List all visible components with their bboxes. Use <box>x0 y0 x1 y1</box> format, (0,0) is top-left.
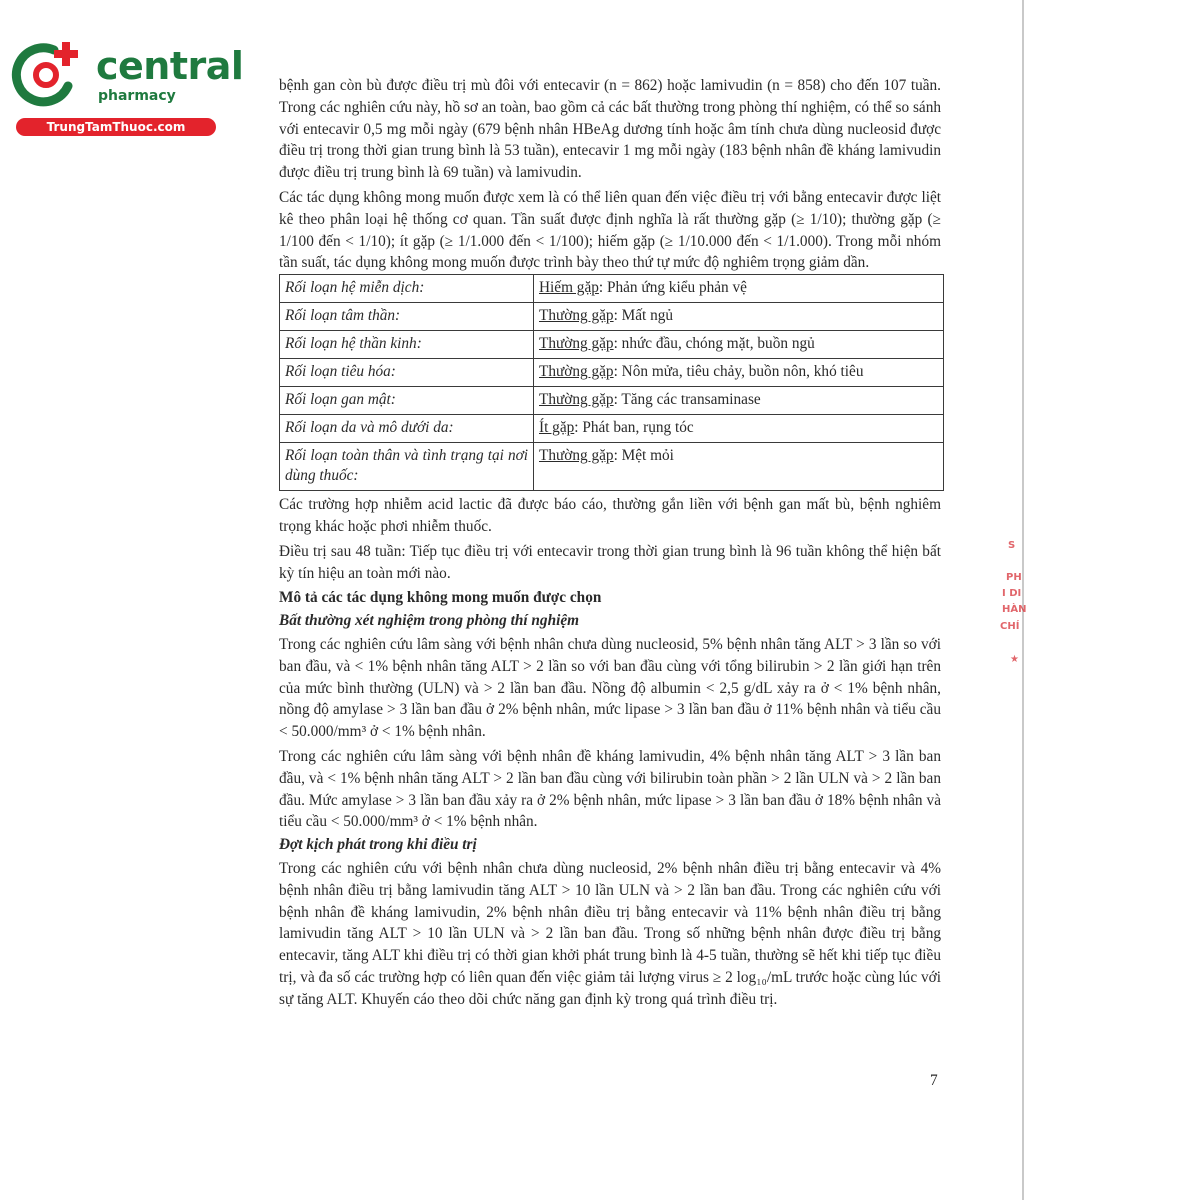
organ-class-cell: Rối loạn hệ thần kinh: <box>280 331 534 359</box>
effect-cell <box>534 275 944 303</box>
table-row <box>280 415 944 443</box>
page-number: 7 <box>930 1072 938 1089</box>
logo-name: central <box>96 44 244 88</box>
table-row <box>280 275 944 303</box>
pharmacy-logo-icon <box>10 38 88 108</box>
effect-cell <box>534 303 944 331</box>
frequency-label: Thường gặp <box>539 447 614 465</box>
effect-text: : Tăng các transaminase <box>613 391 761 409</box>
stamp-text: PH <box>1006 572 1022 583</box>
effect-cell <box>534 331 944 359</box>
section-heading: Mô tả các tác dụng không mong muốn được chọn <box>279 589 602 607</box>
frequency-label: Hiếm gặp <box>539 279 599 297</box>
table-row <box>280 443 944 491</box>
stamp-text: CHÍ <box>1000 621 1020 632</box>
table-row <box>280 387 944 415</box>
table-row <box>280 303 944 331</box>
frequency-label: Thường gặp <box>539 335 614 353</box>
paragraph: Các tác dụng không mong muốn được xem là có thể liên quan đến việc điều trị với bằng entecavir được liệt kê theo phân loại hệ thống cơ quan. Tần suất được định nghĩa là rất thường gặp (≥ 1/10); thường gặp (≥ 1/100 đến < 1/10); ít gặp (≥ 1/1.000 đến < 1/100); hiếm gặp (≥ 1/10.000 đến < 1/1.000). Trong mỗi nhóm tần suất, tác dụng không mong muốn được trình bày theo thứ tự mức độ nghiêm trọng giảm dần. <box>279 188 941 272</box>
red-stamp-fragment <box>998 528 1027 678</box>
stamp-text: HÀN <box>1002 604 1027 615</box>
paragraph: Các trường hợp nhiễm acid lactic đã được báo cáo, thường gắn liền với bệnh gan mất bù, bệnh nghiêm trọng khác hoặc phơi nhiễm thuốc. <box>279 496 941 535</box>
effect-text: : nhức đầu, chóng mặt, buồn ngủ <box>613 335 815 353</box>
effect-text: : Phản ứng kiểu phản vệ <box>598 279 747 297</box>
effect-text: : Nôn mửa, tiêu chảy, buồn nôn, khó tiêu <box>613 363 864 381</box>
effect-cell <box>534 387 944 415</box>
stamp-text: S <box>1008 540 1016 551</box>
adverse-effects-table <box>279 274 944 491</box>
paragraph: Trong các nghiên cứu lâm sàng với bệnh nhân đề kháng lamivudin, 4% bệnh nhân tăng ALT > 3 lần ban đầu, và < 1% bệnh nhân tăng ALT > 2 lần ban đầu cùng với bilirubin toàn phần > 2 lần ULN và > 2 lần ban đầu. Mức amylase > 3 lần ban đầu xảy ra ở 2% bệnh nhân, mức lipase > 3 lần ban đầu ở 18% bệnh nhân và tiểu cầu < 50.000/mm³ ở < 1% bệnh nhân. <box>279 747 941 831</box>
document-body <box>279 75 941 1011</box>
stamp-text: I DI <box>1002 588 1022 599</box>
effect-text: : Phát ban, rụng tóc <box>574 419 694 437</box>
frequency-label: Thường gặp <box>539 307 614 325</box>
effect-cell <box>534 443 944 491</box>
paragraph: Trong các nghiên cứu với bệnh nhân chưa dùng nucleosid, 2% bệnh nhân điều trị bằng entecavir và 4% bệnh nhân điều trị bằng lamivudin tăng ALT > 10 lần ULN và > 2 lần ban đầu. Trong các nghiên cứu với bệnh nhân đề kháng lamivudin, 2% bệnh nhân điều trị bằng entecavir và 11% bệnh nhân điều trị bằng lamivudin tăng ALT > 10 lần ULN và > 2 lần ban đầu. Trong số những bệnh nhân được điều trị bằng entecavir, tăng ALT khi điều trị có thời gian khởi phát trung bình là 4-5 tuần, thường sẽ hết khi tiếp tục điều trị, và đa số các trường hợp có liên quan đến việc giảm tải lượng virus ≥ 2 log₁₀/mL trước hoặc cùng lúc với sự tăng ALT. Khuyến cáo theo dõi chức năng gan định kỳ trong quá trình điều trị. <box>279 859 941 1008</box>
stamp-text: ★ <box>1010 654 1019 665</box>
table-row <box>280 331 944 359</box>
logo-subtitle: pharmacy <box>98 88 176 104</box>
organ-class-cell: Rối loạn gan mật: <box>280 387 534 415</box>
organ-class-cell: Rối loạn tâm thần: <box>280 303 534 331</box>
effect-text: : Mất ngủ <box>613 307 674 325</box>
effect-cell <box>534 415 944 443</box>
organ-class-cell: Rối loạn da và mô dưới da: <box>280 415 534 443</box>
organ-class-cell: Rối loạn hệ miễn dịch: <box>280 275 534 303</box>
organ-class-cell: Rối loạn tiêu hóa: <box>280 359 534 387</box>
frequency-label: Thường gặp <box>539 363 614 381</box>
subsection-heading: Đợt kịch phát trong khi điều trị <box>279 836 477 854</box>
effect-text: : Mệt mỏi <box>613 447 674 465</box>
logo-url-banner: TrungTamThuoc.com <box>16 118 216 136</box>
subsection-heading: Bất thường xét nghiệm trong phòng thí nghiệm <box>279 612 580 630</box>
frequency-label: Ít gặp <box>539 419 575 437</box>
central-pharmacy-logo <box>10 36 244 136</box>
paragraph: Điều trị sau 48 tuần: Tiếp tục điều trị với entecavir trong thời gian trung bình là 96 tuần không thể hiện bất kỳ tín hiệu an toàn mới nào. <box>279 542 941 582</box>
paragraph: Trong các nghiên cứu lâm sàng với bệnh nhân chưa dùng nucleosid, 5% bệnh nhân tăng ALT > 3 lần so với ban đầu, và < 1% bệnh nhân tăng ALT > 2 lần so với ban đầu cùng với tổng bilirubin > 2 lần giới hạn trên của mức bình thường (ULN) và > 2 lần ban đầu. Nồng độ albumin < 2,5 g/dL xảy ra ở < 1% bệnh nhân, nồng độ amylase > 3 lần ban đầu ở 2% bệnh nhân, mức lipase > 3 lần ban đầu ở 11% bệnh nhân và tiểu cầu < 50.000/mm³ ở < 1% bệnh nhân. <box>279 635 941 741</box>
paragraph: bệnh gan còn bù được điều trị mù đôi với entecavir (n = 862) hoặc lamivudin (n = 858) cho đến 107 tuần. Trong các nghiên cứu này, hồ sơ an toàn, bao gồm cả các bất thường trong phòng thí nghiệm, có thể so sánh với entecavir 0,5 mg mỗi ngày (679 bệnh nhân HBeAg dương tính hoặc âm tính chưa dùng nucleosid được điều trị trong thời gian trung bình là 53 tuần), entecavir 1 mg mỗi ngày (183 bệnh nhân đề kháng lamivudin được điều trị trung bình là 69 tuần) và lamivudin. <box>279 77 941 182</box>
frequency-label: Thường gặp <box>539 391 614 409</box>
table-row <box>280 359 944 387</box>
effect-cell <box>534 359 944 387</box>
organ-class-cell: Rối loạn toàn thân và tình trạng tại nơi dùng thuốc: <box>280 443 534 491</box>
